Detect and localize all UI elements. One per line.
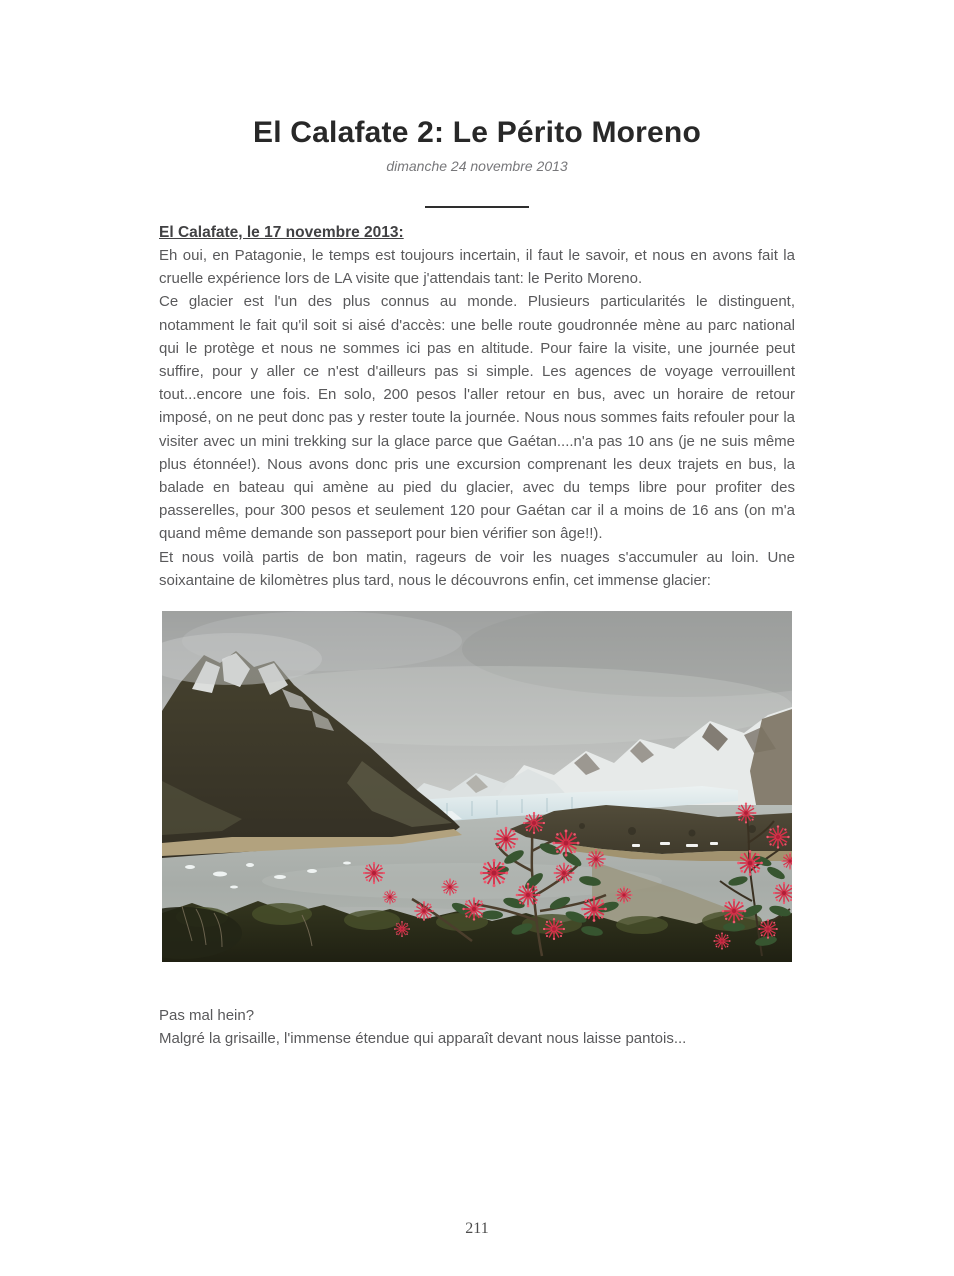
- section-heading: El Calafate, le 17 novembre 2013:: [159, 224, 404, 241]
- article-body: [159, 221, 795, 1050]
- closing-line: Pas mal hein?: [159, 1007, 255, 1025]
- closing-lines: [159, 1004, 795, 1050]
- body-paragraph: Et nous voilà partis de bon matin, rageurs de voir les nuages s'accumuler au loin. Une soixantaine de kilomètres plus tard, nous le découvrons enfin, cet immense glacier:: [159, 548, 795, 589]
- glacier-photo: [162, 611, 792, 962]
- separator-line: [425, 206, 529, 208]
- page-title: El Calafate 2: Le Périto Moreno: [253, 116, 701, 149]
- body-paragraph: Ce glacier est l'un des plus connus au monde. Plusieurs particularités le distinguent, notamment le fait qu'il soit si aisé d'accès: une belle route goudronnée mène au parc national qui le protège et nous ne sommes ici pas en altitude. Pour faire la visite, une journée peut suffire, pour y aller ce n'est d'ailleurs pas si simple. Les agences de voyage verrouillent tout...encore une fois. En solo, 200 pesos l'aller retour en bus, avec un horaire de retour imposé, on ne peut donc pas y rester toute la journée. Nous nous sommes faits refouler pour la visiter avec un mini trekking sur la glace parce que Gaétan....n'a pas 10 ans (je ne suis même plus étonnée!). Nous avons donc pris une excursion comprenant les deux trajets en bus, la balade en bateau qui amène au pied du glacier, avec du temps libre pour profiter des passerelles, pour 300 pesos et seulement 120 pour Gaétan car il a moins de 16 ans (on m'a quand même demande son passeport pour bien vérifier son âge!!).: [159, 293, 795, 543]
- page-number: 211: [465, 1220, 489, 1237]
- body-paragraph: Eh oui, en Patagonie, le temps est toujours incertain, il faut le savoir, et nous en avons fait la cruelle expérience lors de LA visite que j'attendais tant: le Perito Moreno.: [159, 247, 795, 288]
- closing-line: Malgré la grisaille, l'immense étendue qui apparaît devant nous laisse pantois...: [159, 1030, 687, 1048]
- post-date: dimanche 24 novembre 2013: [386, 158, 568, 174]
